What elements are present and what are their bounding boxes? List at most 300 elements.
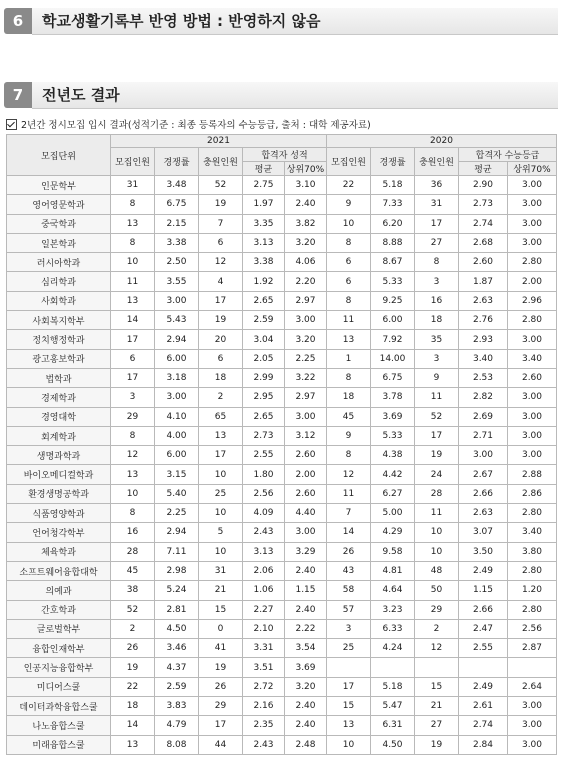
value-cell: 10 <box>415 523 459 542</box>
value-cell: 6.00 <box>371 311 415 330</box>
value-cell: 2.76 <box>459 311 508 330</box>
value-cell: 4.06 <box>285 253 327 272</box>
value-cell: 6.31 <box>371 716 415 735</box>
header-unit: 모집단위 <box>7 135 111 176</box>
value-cell: 2.73 <box>459 195 508 214</box>
value-cell: 2.59 <box>155 677 199 696</box>
value-cell: 12 <box>199 253 243 272</box>
value-cell: 25 <box>199 484 243 503</box>
section-number: 6 <box>4 8 32 34</box>
unit-name-cell: 생명과학과 <box>7 446 111 465</box>
value-cell: 2.65 <box>243 291 285 310</box>
value-cell: 7.33 <box>371 195 415 214</box>
value-cell: 3.00 <box>155 388 199 407</box>
value-cell: 3.00 <box>285 523 327 542</box>
value-cell: 2.40 <box>285 697 327 716</box>
value-cell: 7 <box>199 214 243 233</box>
table-caption <box>6 117 371 131</box>
value-cell: 2.53 <box>459 368 508 387</box>
value-cell: 11 <box>415 504 459 523</box>
table-body <box>7 176 557 755</box>
value-cell: 3.20 <box>285 330 327 349</box>
value-cell: 8.88 <box>371 233 415 252</box>
value-cell: 2.25 <box>155 504 199 523</box>
section-7-header <box>4 80 558 110</box>
value-cell: 3.69 <box>285 658 327 677</box>
value-cell: 48 <box>415 561 459 580</box>
value-cell: 3.38 <box>155 233 199 252</box>
value-cell: 2.55 <box>243 446 285 465</box>
value-cell: 6.33 <box>371 619 415 638</box>
value-cell: 2.66 <box>459 600 508 619</box>
value-cell: 29 <box>415 600 459 619</box>
value-cell: 4.50 <box>371 735 415 754</box>
value-cell: 3.15 <box>155 465 199 484</box>
table-row <box>7 523 557 542</box>
table-row <box>7 214 557 233</box>
value-cell: 2 <box>415 619 459 638</box>
value-cell: 2.71 <box>459 426 508 445</box>
value-cell: 2.40 <box>285 716 327 735</box>
value-cell: 13 <box>111 214 155 233</box>
header-top70: 상위70% <box>285 162 327 176</box>
value-cell: 2.94 <box>155 523 199 542</box>
value-cell: 2.90 <box>459 176 508 195</box>
table-row <box>7 677 557 696</box>
value-cell: 2.75 <box>243 176 285 195</box>
value-cell: 21 <box>415 697 459 716</box>
unit-name-cell: 글로벌학부 <box>7 619 111 638</box>
value-cell: 3 <box>415 349 459 368</box>
value-cell: 18 <box>199 368 243 387</box>
value-cell: 1 <box>327 349 371 368</box>
value-cell: 2.80 <box>508 600 557 619</box>
value-cell <box>327 658 371 677</box>
value-cell: 2.56 <box>508 619 557 638</box>
unit-name-cell: 인문학부 <box>7 176 111 195</box>
value-cell: 50 <box>415 581 459 600</box>
value-cell: 2.80 <box>508 311 557 330</box>
value-cell: 41 <box>199 639 243 658</box>
header-ratio: 경쟁률 <box>371 148 415 176</box>
value-cell: 2 <box>199 388 243 407</box>
value-cell: 2.60 <box>459 253 508 272</box>
table-row <box>7 330 557 349</box>
value-cell: 2.40 <box>285 561 327 580</box>
value-cell: 1.20 <box>508 581 557 600</box>
value-cell: 3.00 <box>459 446 508 465</box>
value-cell: 12 <box>415 639 459 658</box>
value-cell: 8 <box>327 446 371 465</box>
value-cell: 8 <box>111 504 155 523</box>
value-cell: 9 <box>327 426 371 445</box>
table-row <box>7 619 557 638</box>
value-cell: 31 <box>415 195 459 214</box>
value-cell: 3.00 <box>285 311 327 330</box>
value-cell: 3.00 <box>508 716 557 735</box>
value-cell: 19 <box>415 735 459 754</box>
header-avg: 평균 <box>459 162 508 176</box>
value-cell: 44 <box>199 735 243 754</box>
value-cell: 2.60 <box>285 484 327 503</box>
value-cell: 1.15 <box>459 581 508 600</box>
value-cell: 5.24 <box>155 581 199 600</box>
value-cell: 6.75 <box>371 368 415 387</box>
table-row <box>7 446 557 465</box>
value-cell: 2.00 <box>508 272 557 291</box>
value-cell: 1.87 <box>459 272 508 291</box>
value-cell: 2.69 <box>459 407 508 426</box>
value-cell: 2.97 <box>285 291 327 310</box>
value-cell: 8 <box>111 233 155 252</box>
value-cell: 36 <box>415 176 459 195</box>
value-cell: 8.67 <box>371 253 415 272</box>
table-row <box>7 291 557 310</box>
value-cell: 2.43 <box>243 523 285 542</box>
value-cell: 3.80 <box>508 542 557 561</box>
table-row <box>7 504 557 523</box>
unit-name-cell: 심리학과 <box>7 272 111 291</box>
table-row <box>7 176 557 195</box>
value-cell: 3.83 <box>155 697 199 716</box>
value-cell: 2.16 <box>243 697 285 716</box>
value-cell: 3.69 <box>371 407 415 426</box>
value-cell: 17 <box>199 446 243 465</box>
value-cell: 2.49 <box>459 561 508 580</box>
value-cell: 31 <box>111 176 155 195</box>
value-cell: 4 <box>199 272 243 291</box>
value-cell: 43 <box>327 561 371 580</box>
value-cell: 10 <box>327 214 371 233</box>
value-cell: 6.20 <box>371 214 415 233</box>
value-cell: 3.00 <box>508 388 557 407</box>
value-cell: 14 <box>111 311 155 330</box>
value-cell: 2.87 <box>508 639 557 658</box>
value-cell: 3.00 <box>508 176 557 195</box>
value-cell: 3.40 <box>508 523 557 542</box>
value-cell: 58 <box>327 581 371 600</box>
value-cell: 19 <box>111 658 155 677</box>
table-row <box>7 349 557 368</box>
value-cell: 22 <box>111 677 155 696</box>
header-top70: 상위70% <box>508 162 557 176</box>
table-row <box>7 253 557 272</box>
value-cell: 15 <box>199 600 243 619</box>
value-cell: 4.10 <box>155 407 199 426</box>
value-cell: 8 <box>327 233 371 252</box>
value-cell: 3.48 <box>155 176 199 195</box>
table-row <box>7 272 557 291</box>
value-cell: 2.74 <box>459 214 508 233</box>
unit-name-cell: 회계학과 <box>7 426 111 445</box>
value-cell: 3.40 <box>508 349 557 368</box>
value-cell: 15 <box>327 697 371 716</box>
value-cell: 2.96 <box>508 291 557 310</box>
value-cell: 18 <box>327 388 371 407</box>
value-cell: 3.12 <box>285 426 327 445</box>
unit-name-cell: 나노융합스쿨 <box>7 716 111 735</box>
table-row <box>7 195 557 214</box>
value-cell: 6 <box>199 233 243 252</box>
value-cell: 3.55 <box>155 272 199 291</box>
value-cell: 3.10 <box>285 176 327 195</box>
value-cell: 6 <box>327 253 371 272</box>
value-cell: 31 <box>199 561 243 580</box>
value-cell: 2.00 <box>285 465 327 484</box>
value-cell: 26 <box>111 639 155 658</box>
checkbox-icon <box>6 119 17 130</box>
value-cell: 29 <box>199 697 243 716</box>
unit-name-cell: 법학과 <box>7 368 111 387</box>
value-cell: 8 <box>327 291 371 310</box>
unit-name-cell: 인공지능융합학부 <box>7 658 111 677</box>
value-cell: 2.64 <box>508 677 557 696</box>
value-cell: 16 <box>111 523 155 542</box>
value-cell: 3.31 <box>243 639 285 658</box>
header-avg: 평균 <box>243 162 285 176</box>
value-cell: 3.04 <box>243 330 285 349</box>
value-cell: 6 <box>327 272 371 291</box>
unit-name-cell: 의예과 <box>7 581 111 600</box>
value-cell: 2.82 <box>459 388 508 407</box>
value-cell: 5.33 <box>371 272 415 291</box>
section-number: 7 <box>4 82 32 108</box>
value-cell: 3.00 <box>508 233 557 252</box>
unit-name-cell: 사회학과 <box>7 291 111 310</box>
value-cell: 9.25 <box>371 291 415 310</box>
value-cell: 17 <box>111 330 155 349</box>
value-cell: 2.60 <box>285 446 327 465</box>
value-cell: 11 <box>327 311 371 330</box>
value-cell: 3.00 <box>508 407 557 426</box>
value-cell: 2.10 <box>243 619 285 638</box>
unit-name-cell: 러시아학과 <box>7 253 111 272</box>
value-cell: 3.46 <box>155 639 199 658</box>
header-quota: 모집인원 <box>327 148 371 176</box>
value-cell: 9.58 <box>371 542 415 561</box>
header-filled: 충원인원 <box>415 148 459 176</box>
value-cell: 5.43 <box>155 311 199 330</box>
value-cell: 5.18 <box>371 677 415 696</box>
value-cell: 2.22 <box>285 619 327 638</box>
value-cell: 28 <box>415 484 459 503</box>
value-cell: 35 <box>415 330 459 349</box>
value-cell: 3.00 <box>285 407 327 426</box>
value-cell: 19 <box>199 195 243 214</box>
value-cell: 2.25 <box>285 349 327 368</box>
value-cell: 2.60 <box>508 368 557 387</box>
value-cell: 4.24 <box>371 639 415 658</box>
value-cell: 3.82 <box>285 214 327 233</box>
value-cell: 13 <box>199 426 243 445</box>
value-cell: 26 <box>327 542 371 561</box>
value-cell: 2.80 <box>508 253 557 272</box>
value-cell: 24 <box>415 465 459 484</box>
value-cell: 2.40 <box>285 195 327 214</box>
value-cell: 2.59 <box>243 311 285 330</box>
unit-name-cell: 환경생명공학과 <box>7 484 111 503</box>
value-cell: 2.74 <box>459 716 508 735</box>
table-row <box>7 697 557 716</box>
value-cell: 3.00 <box>508 214 557 233</box>
value-cell: 27 <box>415 716 459 735</box>
value-cell: 4.38 <box>371 446 415 465</box>
value-cell: 4.79 <box>155 716 199 735</box>
value-cell: 3.13 <box>243 233 285 252</box>
value-cell: 52 <box>415 407 459 426</box>
value-cell: 17 <box>415 426 459 445</box>
value-cell: 2.84 <box>459 735 508 754</box>
value-cell: 2.72 <box>243 677 285 696</box>
value-cell: 25 <box>327 639 371 658</box>
value-cell: 10 <box>199 542 243 561</box>
value-cell: 12 <box>327 465 371 484</box>
value-cell: 13 <box>327 716 371 735</box>
unit-name-cell: 광고홍보학과 <box>7 349 111 368</box>
value-cell: 2.65 <box>243 407 285 426</box>
table-row <box>7 542 557 561</box>
value-cell: 6.00 <box>155 349 199 368</box>
value-cell: 45 <box>111 561 155 580</box>
table-row <box>7 484 557 503</box>
value-cell: 3.13 <box>243 542 285 561</box>
section-title-bar <box>32 82 558 109</box>
table-row <box>7 388 557 407</box>
value-cell: 2.97 <box>285 388 327 407</box>
unit-name-cell: 미디어스쿨 <box>7 677 111 696</box>
value-cell: 2.05 <box>243 349 285 368</box>
value-cell: 5.47 <box>371 697 415 716</box>
value-cell: 5.00 <box>371 504 415 523</box>
value-cell: 1.15 <box>285 581 327 600</box>
table-row <box>7 716 557 735</box>
unit-name-cell: 일본학과 <box>7 233 111 252</box>
header-ratio: 경쟁률 <box>155 148 199 176</box>
value-cell: 2.95 <box>243 388 285 407</box>
value-cell: 45 <box>327 407 371 426</box>
value-cell: 4.00 <box>155 426 199 445</box>
value-cell: 2.67 <box>459 465 508 484</box>
value-cell: 6 <box>111 349 155 368</box>
value-cell: 3.00 <box>508 446 557 465</box>
table-row <box>7 407 557 426</box>
value-cell: 15 <box>415 677 459 696</box>
table-row <box>7 600 557 619</box>
value-cell: 4.40 <box>285 504 327 523</box>
value-cell: 26 <box>199 677 243 696</box>
value-cell: 1.97 <box>243 195 285 214</box>
unit-name-cell: 사회복지학부 <box>7 311 111 330</box>
admission-results-table <box>6 134 557 755</box>
section-title-bar <box>32 8 558 35</box>
value-cell: 2.63 <box>459 291 508 310</box>
value-cell: 28 <box>111 542 155 561</box>
value-cell: 3.00 <box>508 697 557 716</box>
value-cell: 3.07 <box>459 523 508 542</box>
value-cell: 11 <box>415 388 459 407</box>
value-cell: 19 <box>199 658 243 677</box>
table-row <box>7 639 557 658</box>
table-row <box>7 658 557 677</box>
value-cell: 7.92 <box>371 330 415 349</box>
value-cell: 13 <box>327 330 371 349</box>
value-cell: 2.98 <box>155 561 199 580</box>
unit-name-cell: 바이오메디컬학과 <box>7 465 111 484</box>
value-cell: 3.00 <box>155 291 199 310</box>
value-cell: 2.66 <box>459 484 508 503</box>
value-cell: 8 <box>111 426 155 445</box>
value-cell: 4.50 <box>155 619 199 638</box>
value-cell: 6.75 <box>155 195 199 214</box>
unit-name-cell: 미래융합스쿨 <box>7 735 111 754</box>
value-cell <box>508 658 557 677</box>
value-cell: 2.80 <box>508 504 557 523</box>
unit-name-cell: 식품영양학과 <box>7 504 111 523</box>
value-cell: 2.47 <box>459 619 508 638</box>
value-cell: 2.15 <box>155 214 199 233</box>
value-cell: 17 <box>415 214 459 233</box>
value-cell: 2.94 <box>155 330 199 349</box>
value-cell: 3.22 <box>285 368 327 387</box>
value-cell: 2.50 <box>155 253 199 272</box>
value-cell: 6.00 <box>155 446 199 465</box>
value-cell: 1.80 <box>243 465 285 484</box>
unit-name-cell: 정치행정학과 <box>7 330 111 349</box>
value-cell: 1.06 <box>243 581 285 600</box>
unit-name-cell: 간호학과 <box>7 600 111 619</box>
value-cell: 10 <box>199 504 243 523</box>
value-cell: 14 <box>111 716 155 735</box>
header-filled: 충원인원 <box>199 148 243 176</box>
value-cell: 22 <box>327 176 371 195</box>
value-cell: 3.29 <box>285 542 327 561</box>
value-cell: 3.38 <box>243 253 285 272</box>
value-cell: 2.55 <box>459 639 508 658</box>
value-cell: 2.99 <box>243 368 285 387</box>
unit-name-cell: 경영대학 <box>7 407 111 426</box>
unit-name-cell: 언어청각학부 <box>7 523 111 542</box>
value-cell: 17 <box>199 291 243 310</box>
value-cell: 2.43 <box>243 735 285 754</box>
value-cell: 6.27 <box>371 484 415 503</box>
value-cell: 2.35 <box>243 716 285 735</box>
value-cell: 4.64 <box>371 581 415 600</box>
value-cell: 2.81 <box>155 600 199 619</box>
value-cell: 2.49 <box>459 677 508 696</box>
value-cell: 52 <box>111 600 155 619</box>
value-cell: 9 <box>415 368 459 387</box>
value-cell: 2.06 <box>243 561 285 580</box>
value-cell: 27 <box>415 233 459 252</box>
unit-name-cell: 영어영문학과 <box>7 195 111 214</box>
value-cell <box>459 658 508 677</box>
table-row <box>7 311 557 330</box>
value-cell: 17 <box>327 677 371 696</box>
value-cell: 2.63 <box>459 504 508 523</box>
section-title: 전년도 결과 <box>42 86 120 104</box>
value-cell: 5.33 <box>371 426 415 445</box>
value-cell: 20 <box>199 330 243 349</box>
caption-text: 2년간 정시모집 입시 결과(성적기준 : 최종 등록자의 수능등급, 출처 : 대학 제공자료) <box>21 120 371 131</box>
value-cell: 21 <box>199 581 243 600</box>
value-cell: 9 <box>327 195 371 214</box>
value-cell: 17 <box>199 716 243 735</box>
value-cell: 3 <box>327 619 371 638</box>
value-cell: 3.40 <box>459 349 508 368</box>
value-cell: 11 <box>327 484 371 503</box>
value-cell: 5 <box>199 523 243 542</box>
unit-name-cell: 중국학과 <box>7 214 111 233</box>
